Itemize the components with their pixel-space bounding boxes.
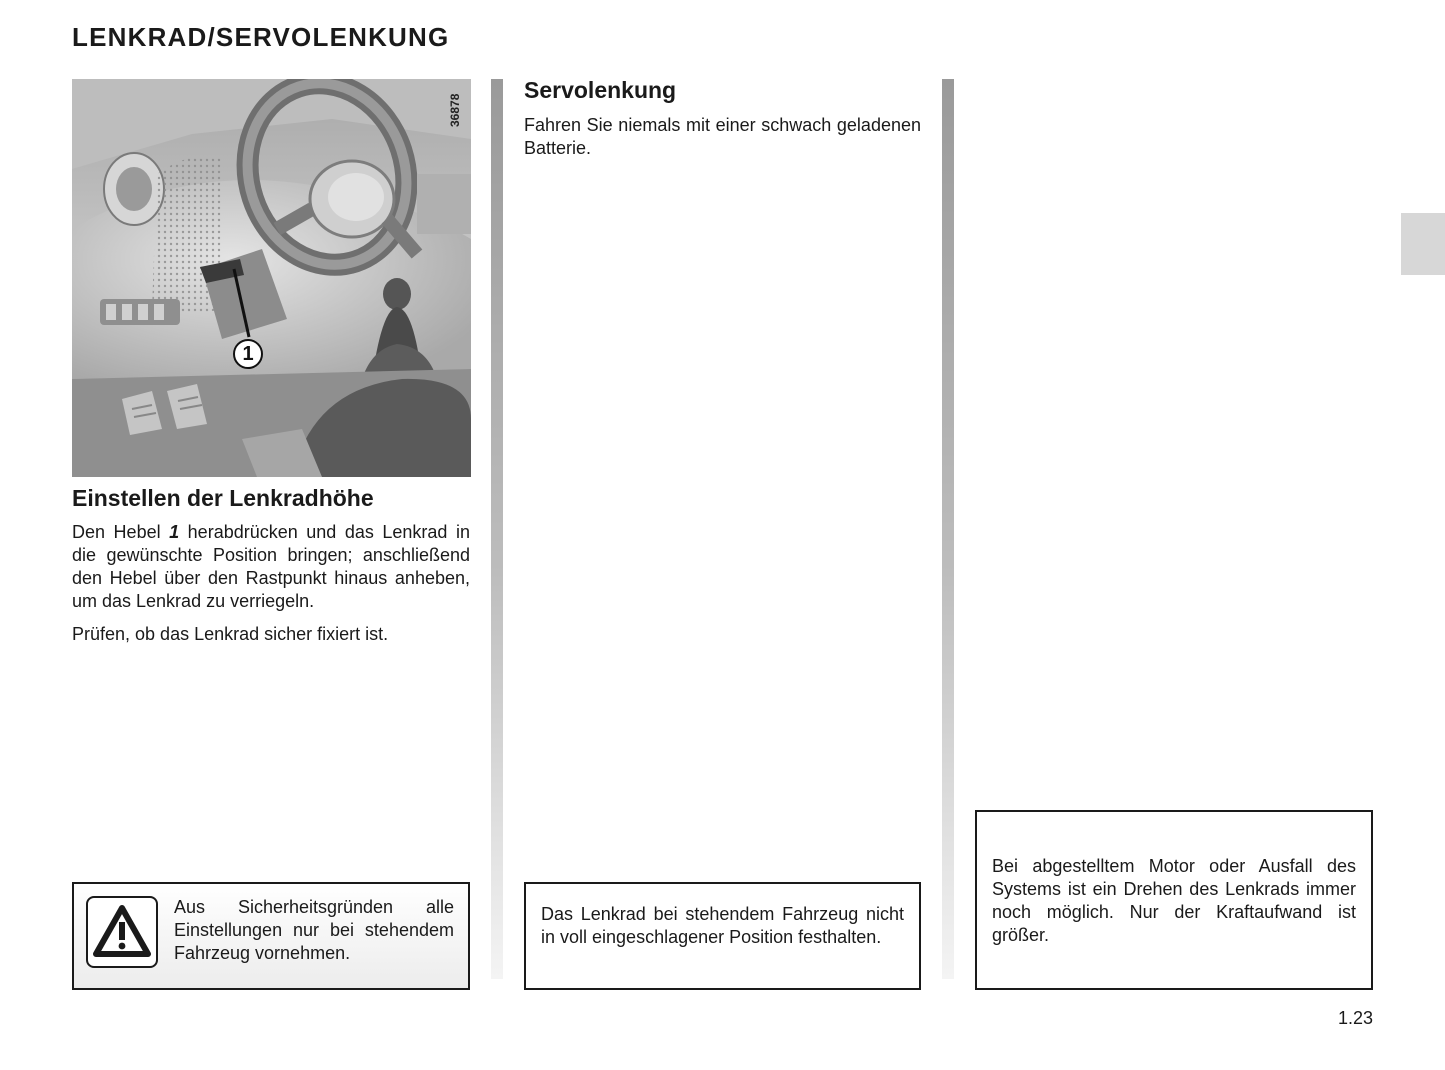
paragraph-check-fixed: Prüfen, ob das Lenkrad sicher fixiert ist. [72, 624, 389, 644]
page-title: LENKRAD/SERVOLENKUNG [72, 22, 450, 52]
chapter-thumb-tab [1401, 213, 1445, 275]
figure-reference-number: 36878 [448, 93, 462, 127]
steering-lock-note-box [524, 882, 921, 990]
lever-callout-label: 1 [233, 339, 263, 369]
engine-off-note-box [975, 810, 1373, 990]
warning-triangle-icon [86, 896, 158, 968]
section-heading-steering-height: Einstellen der Lenkradhöhe [72, 485, 374, 511]
safety-warning-box [72, 882, 470, 990]
steering-wheel-illustration [72, 79, 471, 477]
column-divider-right [942, 79, 954, 979]
paragraph-adjust-instructions: Den Hebel 1 herabdrücken und das Lenkrad in die gewünschte Position bringen; anschließend den Hebel über den Rastpunkt hinaus anheben, um das Lenkrad zu verriegeln. [72, 522, 470, 611]
section-body-steering-height [72, 521, 470, 656]
column-divider-left [491, 79, 503, 979]
section-body-power-steering [524, 114, 921, 170]
lever-reference: 1 [169, 522, 180, 542]
steering-lock-note-text: Das Lenkrad bei stehendem Fahrzeug nicht in voll eingeschlagener Position festhalten. [541, 904, 904, 947]
paragraph-battery-warning: Fahren Sie niemals mit einer schwach geladenen Batterie. [524, 115, 921, 158]
engine-off-note-text: Bei abgestelltem Motor oder Ausfall des Systems ist ein Drehen des Lenkrads immer noch möglich. Nur der Kraftaufwand ist größer. [992, 856, 1356, 945]
section-heading-power-steering: Servolenkung [524, 77, 677, 103]
page-number: 1.23 [1337, 1008, 1373, 1028]
safety-warning-text: Aus Sicherheitsgründen alle Einstellungen nur bei stehendem Fahrzeug vornehmen. [174, 897, 454, 963]
